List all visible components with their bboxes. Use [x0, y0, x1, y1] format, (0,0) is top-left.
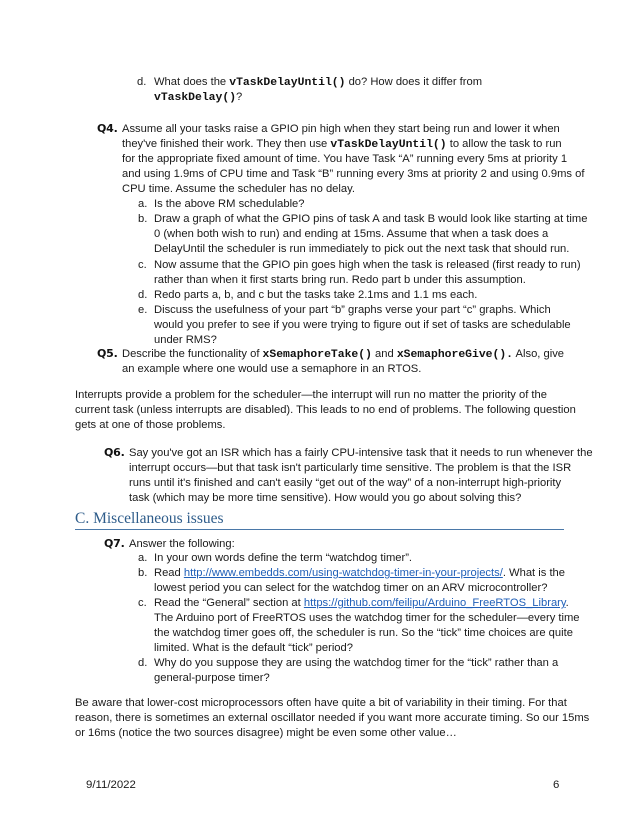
item-line: In your own words define the term “watchdog timer”.	[154, 552, 413, 564]
list-marker: d.	[138, 657, 148, 669]
q5-line: an example where one would use a semaphore in an RTOS.	[122, 363, 422, 376]
prev-question-item-d	[137, 75, 483, 105]
code-xsemaphoretake: xSemaphoreTake()	[262, 349, 372, 361]
code-vtaskdelayuntil: vTaskDelayUntil()	[330, 139, 447, 152]
text: and	[371, 348, 397, 360]
item-line: Draw a graph of what the GPIO pins of task A and task B would look like starting at time	[154, 213, 588, 225]
item-line: under RMS?	[154, 334, 217, 347]
q5-text	[122, 347, 564, 377]
item-line: the watchdog timer goes off, the scheduler is run. So the “tick” time choices are quite	[154, 627, 573, 640]
text: Read	[154, 567, 184, 579]
heading-rule	[75, 529, 564, 530]
q6-line: runs until it's finished and can't easily “get out of the way” of a non-interrupt high-priority	[129, 477, 562, 490]
q6-label: Q6.	[104, 446, 125, 459]
item-line: DelayUntil the scheduler is run immediately to pick out the next task that should run.	[154, 243, 570, 256]
text: Read the “General” section at	[154, 597, 304, 609]
q6-line: interrupt occurs—but that task isn't particularly time sensitive. The problem is that the ISR	[129, 462, 572, 475]
paragraph-line: gets at one of those problems.	[75, 419, 226, 432]
text: Describe the functionality of	[122, 348, 263, 360]
q7-item-b	[138, 566, 566, 596]
item-line: Why do you suppose they are using the watchdog timer for the “tick” rather than a	[154, 657, 559, 669]
q4-line: Assume all your tasks raise a GPIO pin high when they start being run and lower it when	[122, 123, 560, 135]
q4-item-d	[138, 288, 478, 303]
q6-text	[129, 446, 593, 506]
code-vtaskdelay: vTaskDelay()	[154, 92, 237, 105]
text: .	[565, 597, 569, 609]
item-line: 0 (when both wish to run) and ending at 15ms. Assume that when a task does a	[154, 228, 549, 241]
q4-item-e	[138, 303, 571, 348]
q4-item-a	[138, 197, 305, 212]
text: to allow the task to run	[446, 138, 562, 151]
q7-line: Answer the following:	[129, 538, 235, 550]
item-line: Discuss the usefulness of your part “b” graphs verse your part “c” graphs. Which	[154, 304, 551, 316]
q4-line	[122, 137, 584, 152]
paragraph-line: current task (unless interrupts are disabled). This leads to no end of problems. The following question	[75, 404, 576, 417]
paragraph-line: reason, there is sometimes an external oscillator needed if you want more accurate timing. So our 15ms	[75, 712, 590, 725]
list-marker: a.	[138, 198, 148, 210]
text: What does the	[154, 76, 230, 88]
item-line: The Arduino port of FreeRTOS uses the watchdog timer for the scheduler—every time	[154, 612, 580, 625]
item-line: would you prefer to see if you were trying to figure out if set of tasks are schedulable	[154, 319, 571, 332]
q4-text	[122, 122, 584, 197]
q4-line: CPU time. Assume the scheduler has no delay.	[122, 183, 355, 196]
q4-item-b	[138, 212, 588, 257]
text: ?	[236, 91, 243, 104]
q6-line: Say you've got an ISR which has a fairly CPU-intensive task that it needs to run whenever the	[129, 447, 593, 459]
interrupts-paragraph	[75, 388, 576, 433]
code-xsemaphoregive: xSemaphoreGive().	[396, 349, 514, 361]
item-line: rather than when it first starts bring run. Redo part b under this assumption.	[154, 274, 526, 287]
item-line: lowest period you can select for the watchdog timer on an ARV microcontroller?	[154, 582, 548, 595]
q6-line: task (which may be more time sensitive). How would you go about solving this?	[129, 492, 522, 505]
footer-date: 9/11/2022	[86, 779, 136, 791]
page-number: 6	[553, 779, 560, 791]
paragraph-line: Interrupts provide a problem for the scheduler—the interrupt will run no matter the priority of the	[75, 389, 547, 401]
list-marker: e.	[138, 304, 148, 316]
q5-label: Q5.	[97, 347, 118, 360]
item-line: Now assume that the GPIO pin goes high when the task is released (first ready to run)	[154, 259, 581, 271]
list-marker: b.	[138, 567, 148, 579]
item-line: general-purpose timer?	[154, 672, 270, 685]
list-marker: a.	[138, 552, 148, 564]
q7-item-a	[138, 551, 413, 566]
list-marker: d.	[138, 289, 148, 301]
q7-intro	[129, 537, 235, 552]
freertos-library-link[interactable]: https://github.com/feilipu/Arduino_FreeRTOS_Library	[303, 597, 566, 609]
list-marker: c.	[138, 597, 147, 609]
section-heading: C. Miscellaneous issues	[75, 510, 224, 527]
q7-label: Q7.	[104, 537, 125, 550]
q4-label: Q4.	[97, 122, 118, 135]
list-marker: c.	[138, 259, 147, 271]
list-marker: d.	[137, 76, 147, 88]
list-marker: b.	[138, 213, 148, 225]
code-vtaskdelayuntil: vTaskDelayUntil()	[229, 77, 346, 89]
embedds-watchdog-link[interactable]: http://www.embedds.com/using-watchdog-timer-in-your-projects/	[183, 567, 503, 579]
text: do? How does it differ from	[345, 76, 483, 88]
q4-line: for the appropriate fixed amount of time. You have Task “A” running every 5ms at priority 1	[122, 153, 568, 166]
item-line: Is the above RM schedulable?	[154, 198, 305, 210]
closing-paragraph	[75, 696, 589, 741]
q7-item-c	[138, 596, 580, 656]
text: . What is the	[502, 567, 566, 579]
q7-item-d	[138, 656, 559, 686]
item-line: Redo parts a, b, and c but the tasks take 2.1ms and 1.1 ms each.	[154, 289, 478, 301]
paragraph-line: Be aware that lower-cost microprocessors often have quite a bit of variability in their timing. For that	[75, 697, 567, 709]
q4-item-c	[138, 258, 581, 288]
text: Also, give	[513, 348, 565, 360]
text: they've finished their work. They then use	[122, 138, 331, 151]
q4-line: and using 1.9ms of CPU time and Task “B” running every 3ms at priority 2 and using 0.9ms of	[122, 168, 585, 181]
item-line: limited. What is the default “tick” period?	[154, 642, 353, 655]
paragraph-line: or 16ms (notice the two sources disagree) might be even some other value…	[75, 727, 457, 740]
